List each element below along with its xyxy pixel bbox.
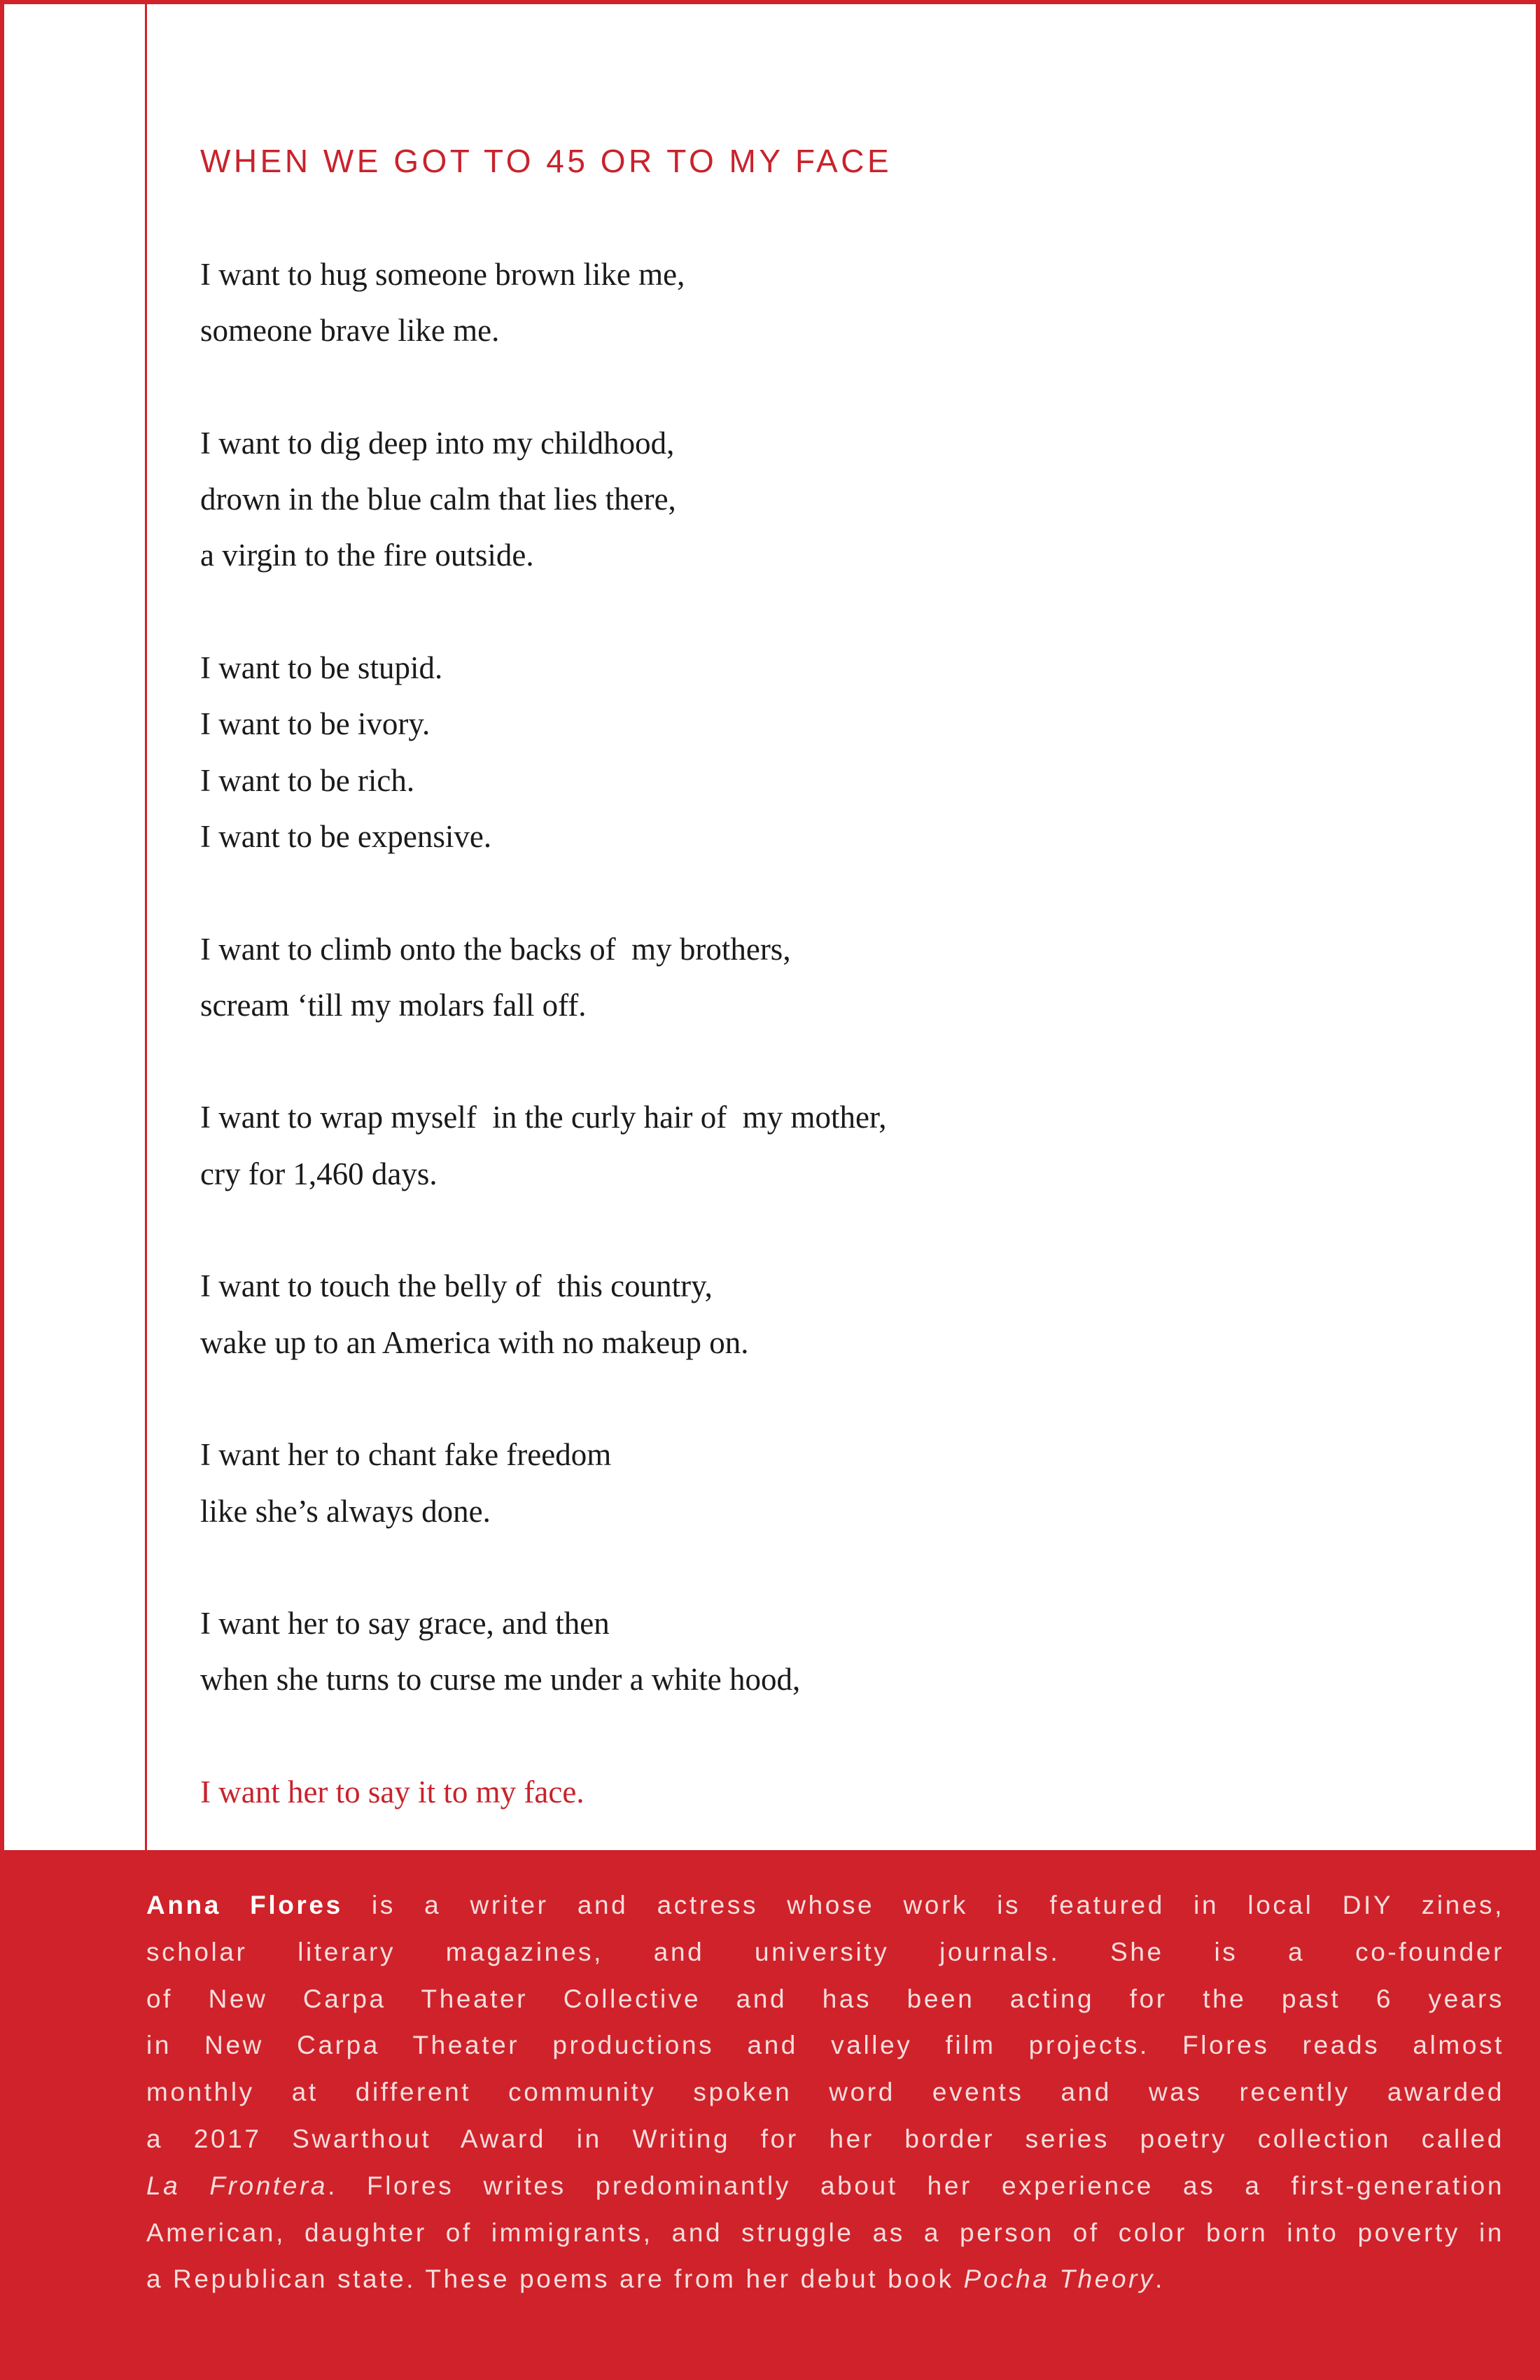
poem-line: someone brave like me. — [200, 313, 500, 349]
poem-line: I want to be ivory. — [200, 706, 430, 742]
poem-line: I want to hug someone brown like me, — [200, 257, 685, 292]
author-bio — [146, 1882, 1504, 2303]
stanza — [200, 415, 886, 584]
poem-line: I want to be stupid. — [200, 650, 443, 686]
margin-rule — [145, 0, 147, 1850]
poem-line: like she’s always done. — [200, 1493, 491, 1529]
poem-line: scream ‘till my molars fall off. — [200, 987, 587, 1023]
author-bio-section — [0, 1850, 1540, 2380]
poem-line: I want to dig deep into my childhood, — [200, 425, 675, 461]
poem-line: I want to climb onto the backs of my brothers, — [200, 931, 791, 967]
poem-line: I want her to chant fake freedom — [200, 1437, 612, 1473]
poem-line: I want to touch the belly of this country, — [200, 1268, 713, 1304]
stanza — [200, 246, 886, 359]
poem-line: I want her to say grace, and then — [200, 1606, 610, 1642]
poem-line: I want to be expensive. — [200, 818, 492, 854]
bio-line: in New Carpa Theater productions and valley film projects. Flores reads almost — [146, 2031, 1504, 2060]
bio-text: is a writer and actress whose work is featured in local DIY zines, — [342, 1891, 1504, 1919]
book-title: Pocha Theory — [963, 2264, 1156, 2294]
stanza — [200, 1089, 886, 1202]
bio-line: monthly at different community spoken word events and was recently awarded — [146, 2078, 1504, 2107]
author-name: Anna Flores — [146, 1891, 343, 1919]
poem-line: I want to wrap myself in the curly hair of my mother, — [200, 1100, 887, 1135]
poem-line: wake up to an America with no makeup on. — [200, 1324, 749, 1360]
poem-line: I want to be rich. — [200, 762, 415, 798]
stanza — [200, 1427, 886, 1539]
stanza — [200, 1595, 886, 1708]
poem-body — [200, 246, 886, 1820]
poem-line: drown in the blue calm that lies there, — [200, 482, 676, 517]
poem-line: a virgin to the fire outside. — [200, 538, 534, 573]
poem-title: WHEN WE GOT TO 45 OR TO MY FACE — [200, 143, 892, 179]
bio-line: scholar literary magazines, and university journals. She is a co-founder — [146, 1937, 1504, 1966]
collection-title: La Frontera — [146, 2171, 328, 2200]
bio-line — [146, 2256, 1504, 2303]
bio-line — [146, 2163, 1504, 2210]
poem-line: when she turns to curse me under a white hood, — [200, 1662, 801, 1698]
stanza — [200, 921, 886, 1034]
bio-text: . — [1155, 2264, 1166, 2294]
bio-line — [146, 1882, 1504, 1929]
bio-text: a Republican state. These poems are from her debut book — [146, 2264, 964, 2294]
poem-final-line: I want her to say it to my face. — [200, 1774, 584, 1810]
stanza — [200, 640, 886, 864]
bio-line: of New Carpa Theater Collective and has been acting for the past 6 years — [146, 1984, 1504, 2013]
bio-line: a 2017 Swarthout Award in Writing for her border series poetry collection called — [146, 2124, 1504, 2153]
stanza — [200, 1258, 886, 1371]
bio-line: American, daughter of immigrants, and struggle as a person of color born into poverty in — [146, 2218, 1504, 2247]
bio-text: . Flores writes predominantly about her experience as a first-generation — [328, 2171, 1505, 2200]
poem-line: cry for 1,460 days. — [200, 1156, 438, 1191]
